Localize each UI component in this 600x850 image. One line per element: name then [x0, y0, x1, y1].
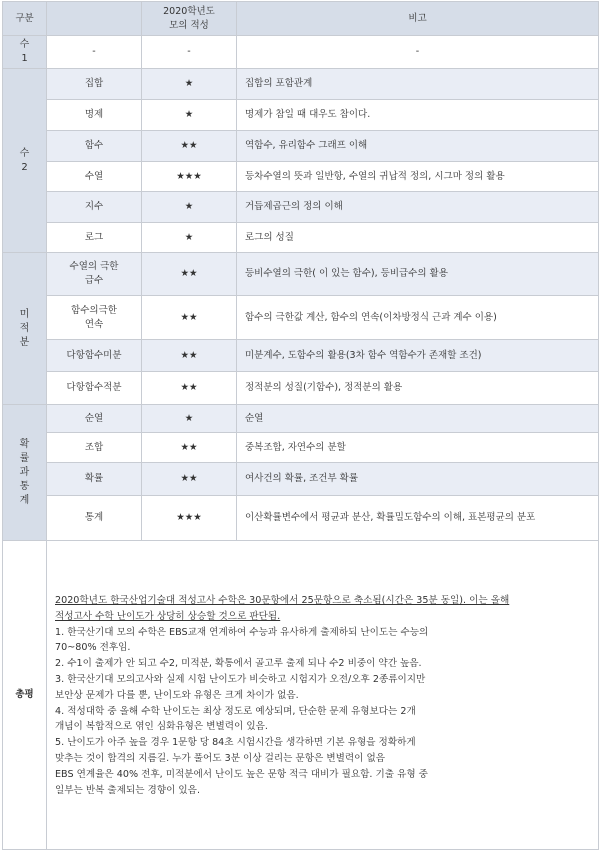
grade-cell: ★★	[142, 131, 237, 162]
summary-line: EBS 연계율은 40% 전후, 미적분에서 난이도 높은 문항 적극 대비가 필요함. 기출 유형 중	[55, 768, 428, 780]
category-calculus	[3, 253, 47, 405]
table-row	[3, 340, 599, 372]
subject-line: 급수	[84, 275, 104, 286]
header-category: 구분	[3, 2, 47, 36]
note-cell: 순열	[237, 405, 599, 433]
subject-cell: 로그	[47, 223, 142, 253]
table-row	[3, 372, 599, 405]
subject-line: 수열의 극한	[69, 261, 119, 272]
summary-line: 2. 수1이 출제가 안 되고 수2, 미적분, 확통에서 골고루 출제 되나 수2 비중이 약간 높음.	[55, 658, 422, 670]
grade-cell: ★★	[142, 296, 237, 340]
grade-cell: ★	[142, 192, 237, 223]
grade-cell: ★	[142, 100, 237, 131]
note-cell: 거듭제곱근의 정의 이해	[237, 192, 599, 223]
header-year: 2020학년도	[163, 5, 215, 17]
su1-note: -	[237, 36, 599, 69]
header-subject	[47, 2, 142, 36]
table-row	[3, 223, 599, 253]
note-cell: 등비수열의 극한( 이 있는 함수), 등비급수의 활용	[237, 253, 599, 296]
subject-cell: 조합	[47, 433, 142, 463]
subject-cell: 수열	[47, 162, 142, 192]
grade-cell: ★★	[142, 372, 237, 405]
grade-cell: ★★★	[142, 496, 237, 541]
grade-cell: ★★	[142, 463, 237, 496]
grade-cell: ★	[142, 69, 237, 100]
note-cell: 로그의 성질	[237, 223, 599, 253]
subject-cell: 함수	[47, 131, 142, 162]
summary-line: 4. 적성대학 중 올해 수학 난이도는 최상 정도로 예상되며, 단순한 문제 유형보다는 2개	[55, 705, 416, 717]
table-row	[3, 496, 599, 541]
subject-cell: 다항함수미분	[47, 340, 142, 372]
category-calculus-char: 미	[19, 308, 30, 320]
summary-row	[3, 541, 599, 850]
category-su1	[3, 36, 47, 69]
table-row	[3, 433, 599, 463]
table-row	[3, 162, 599, 192]
subject-cell	[47, 296, 142, 340]
note-cell: 중복조합, 자연수의 분할	[237, 433, 599, 463]
subject-cell: 다항함수적분	[47, 372, 142, 405]
summary-line: 70~80% 전후임.	[55, 642, 131, 654]
table-row	[3, 131, 599, 162]
note-cell: 등차수열의 뜻과 일반항, 수열의 귀납적 정의, 시그마 정의 활용	[237, 162, 599, 192]
summary-intro-line: 적성고사 수학 난이도가 상당히 상승할 것으로 판단됨.	[55, 610, 281, 622]
grade-cell: ★★★	[142, 162, 237, 192]
table-row	[3, 463, 599, 496]
note-cell: 이산확률변수에서 평균과 분산, 확률밀도함수의 이해, 표본평균의 분포	[237, 496, 599, 541]
category-probability-char: 확	[19, 438, 30, 450]
subject-line: 함수의극한	[71, 304, 117, 316]
table-row	[3, 405, 599, 433]
category-probability-char: 계	[19, 494, 30, 506]
note-cell: 정적분의 성질(기함수), 정적분의 활용	[237, 372, 599, 405]
summary-line: 보안상 문제가 다를 뿐, 난이도와 유형은 크게 차이가 없음.	[55, 689, 299, 701]
subject-cell: 명제	[47, 100, 142, 131]
summary-label: 총평	[3, 541, 47, 850]
summary-line: 1. 한국산기대 모의 수학은 EBS교재 연계하여 수능과 유사하게 출제하되 난이도는 수능의	[55, 626, 429, 638]
subject-cell: 지수	[47, 192, 142, 223]
table-row	[3, 69, 599, 100]
grade-cell: ★	[142, 405, 237, 433]
category-su2-line2: 2	[21, 161, 28, 173]
header-mock-aptitude	[142, 2, 237, 36]
category-calculus-char: 분	[19, 336, 30, 348]
subject-cell: 순열	[47, 405, 142, 433]
header-mock: 모의 적성	[169, 19, 209, 31]
table-row	[3, 253, 599, 296]
category-probability-char: 과	[19, 466, 30, 478]
note-cell: 집합의 포함관계	[237, 69, 599, 100]
note-cell: 명제가 참일 때 대우도 참이다.	[237, 100, 599, 131]
category-su1-line2: 1	[21, 53, 28, 64]
category-calculus-char: 적	[19, 322, 30, 334]
summary-line: 5. 난이도가 아주 높을 경우 1문항 당 84초 시험시간을 생각하면 기본 유형을 정확하게	[55, 737, 416, 749]
summary-cell	[47, 541, 599, 850]
su1-grade: -	[142, 36, 237, 69]
su1-item: -	[47, 36, 142, 69]
category-probability-char: 통	[19, 480, 30, 492]
subject-cell	[47, 253, 142, 296]
category-su1-line1: 수	[19, 39, 30, 50]
note-cell: 미분계수, 도함수의 활용(3차 함수 역함수가 존재할 조건)	[237, 340, 599, 372]
summary-line: 맞추는 것이 합격의 지름길. 누가 풀어도 3분 이상 걸리는 문항은 변별력이 없음	[55, 752, 385, 764]
table-row	[3, 296, 599, 340]
subject-cell: 확률	[47, 463, 142, 496]
note-cell: 역함수, 유리함수 그래프 이해	[237, 131, 599, 162]
grade-cell: ★	[142, 223, 237, 253]
grade-cell: ★★	[142, 340, 237, 372]
category-probability	[3, 405, 47, 541]
grade-cell: ★★	[142, 253, 237, 296]
note-cell: 여사건의 확률, 조건부 확률	[237, 463, 599, 496]
grade-cell: ★★	[142, 433, 237, 463]
table-row	[3, 192, 599, 223]
header-row	[3, 2, 599, 36]
summary-intro-line: 2020학년도 한국산업기술대 적성고사 수학은 30문항에서 25문항으로 축소됨(시간은 35분 동일). 이는 올해	[55, 595, 510, 606]
subject-cell: 통계	[47, 496, 142, 541]
category-su2-line1: 수	[19, 147, 30, 159]
note-cell: 함수의 극한값 계산, 함수의 연속(이차방정식 근과 계수 이용)	[237, 296, 599, 340]
summary-line: 일부는 반복 출제되는 경향이 있음.	[55, 784, 200, 796]
category-su2	[3, 69, 47, 253]
subject-cell: 집합	[47, 69, 142, 100]
summary-line: 개념이 복합적으로 엮인 심화유형은 변별력이 있음.	[55, 721, 268, 733]
summary-line: 3. 한국산기대 모의고사와 실제 시험 난이도가 비슷하고 시험지가 오전/오후 2종류이지만	[55, 673, 426, 685]
summary-block	[55, 541, 590, 798]
header-notes: 비고	[237, 2, 599, 36]
table-row	[3, 100, 599, 131]
su1-row	[3, 36, 599, 69]
subject-line: 연속	[84, 318, 104, 330]
exam-analysis-table	[2, 1, 599, 850]
category-probability-char: 률	[19, 452, 30, 464]
